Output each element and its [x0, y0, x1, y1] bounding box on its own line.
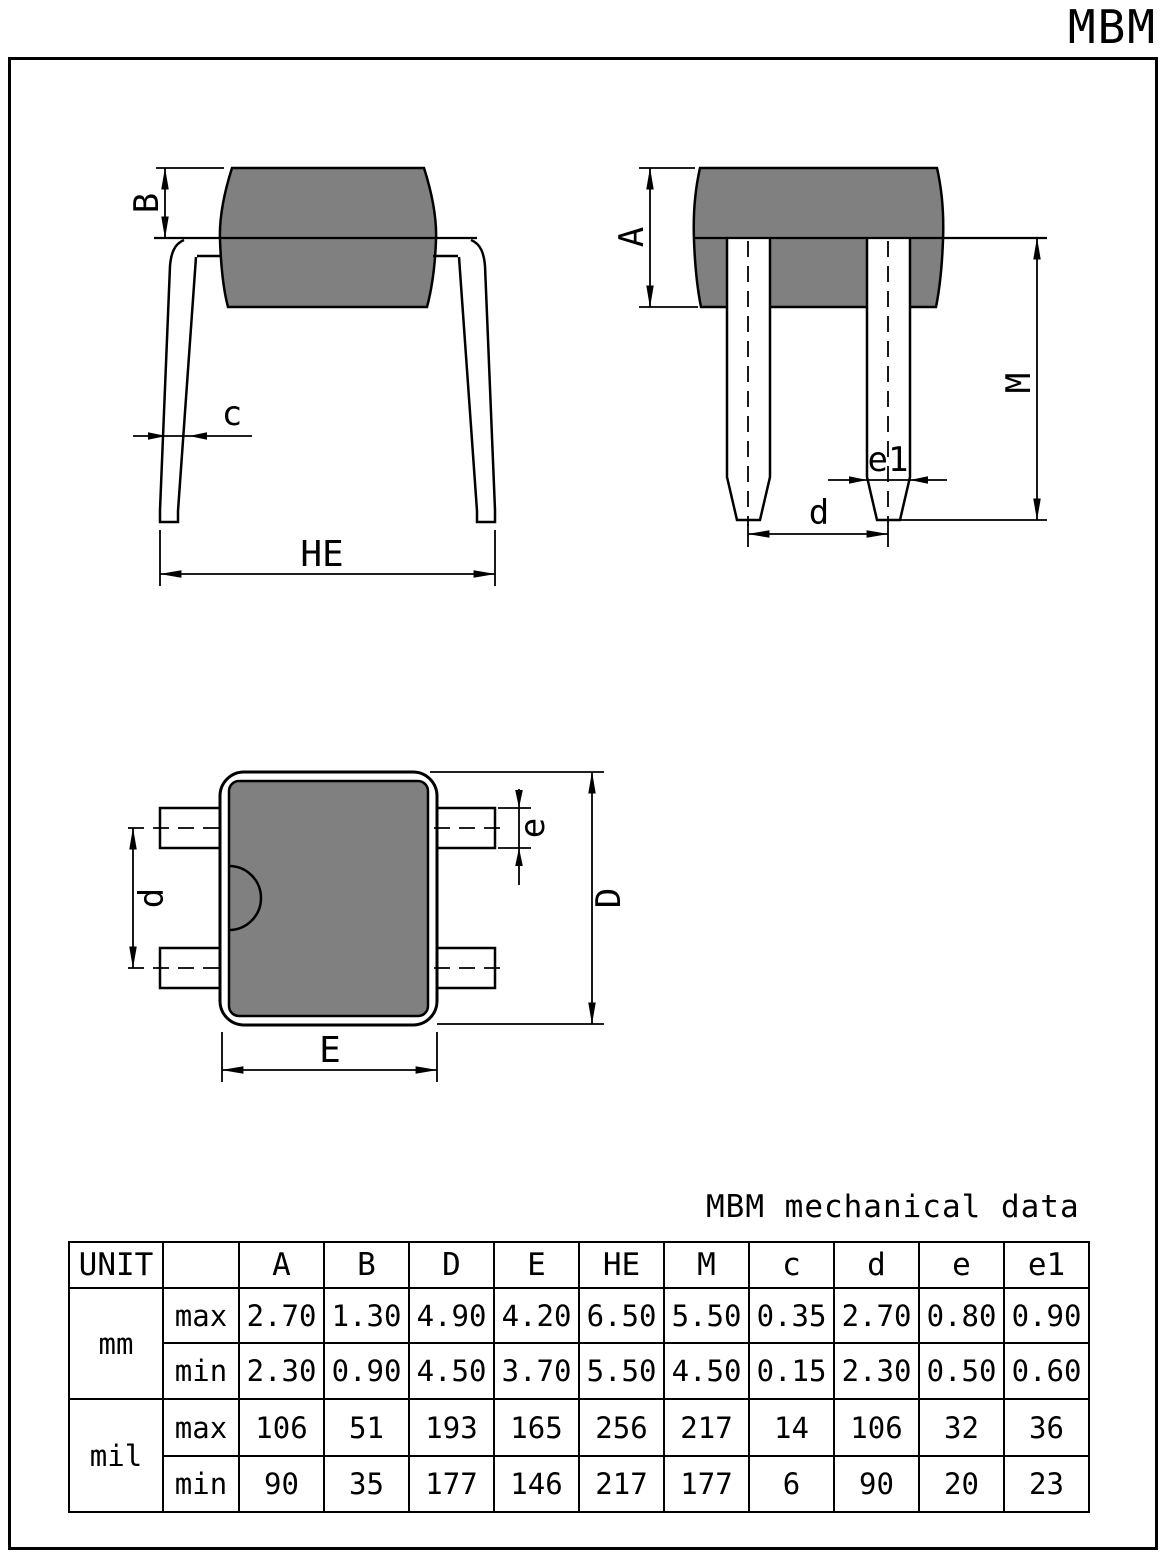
- table-row-mm-min: [69, 1343, 1089, 1399]
- value-cell: 106: [239, 1399, 324, 1456]
- unit-cell-mm: mm: [69, 1288, 163, 1399]
- value-cell: 4.50: [664, 1343, 749, 1399]
- dim-label-e: e: [513, 817, 553, 839]
- col-header: E: [494, 1242, 579, 1288]
- table-row-mil-min: [69, 1456, 1089, 1512]
- value-cell: 5.50: [664, 1288, 749, 1343]
- value-cell: 4.50: [409, 1343, 494, 1399]
- value-cell: 4.20: [494, 1288, 579, 1343]
- table-row-mil-max: [69, 1399, 1089, 1456]
- value-cell: 2.30: [239, 1343, 324, 1399]
- mechanical-data-table: [68, 1241, 1090, 1513]
- value-cell: 2.30: [834, 1343, 919, 1399]
- value-cell: 0.35: [749, 1288, 834, 1343]
- value-cell: 193: [409, 1399, 494, 1456]
- value-cell: 0.60: [1004, 1343, 1089, 1399]
- dim-label-a: A: [612, 226, 652, 248]
- col-header: c: [749, 1242, 834, 1288]
- value-cell: 35: [324, 1456, 409, 1512]
- value-cell: 20: [919, 1456, 1004, 1512]
- side-view-drawing: [612, 168, 1047, 547]
- value-cell: 6.50: [579, 1288, 664, 1343]
- empty-header-cell: [163, 1242, 239, 1288]
- table-header-row: [69, 1242, 1089, 1288]
- col-header: M: [664, 1242, 749, 1288]
- unit-cell-mil: mil: [69, 1399, 163, 1512]
- value-cell: 0.50: [919, 1343, 1004, 1399]
- row-label: min: [163, 1343, 239, 1399]
- lead-right-front: [459, 240, 495, 522]
- value-cell: 36: [1004, 1399, 1089, 1456]
- table-row-mm-max: [69, 1288, 1089, 1343]
- col-header: e1: [1004, 1242, 1089, 1288]
- dim-label-c: c: [221, 394, 243, 434]
- page-title: MBM: [1067, 0, 1157, 54]
- row-label: max: [163, 1399, 239, 1456]
- row-label: max: [163, 1288, 239, 1343]
- unit-header-cell: UNIT: [69, 1242, 163, 1288]
- value-cell: 256: [579, 1399, 664, 1456]
- value-cell: 5.50: [579, 1343, 664, 1399]
- value-cell: 90: [834, 1456, 919, 1512]
- dim-arrow-e1-right: [910, 476, 928, 484]
- value-cell: 6: [749, 1456, 834, 1512]
- front-view-drawing: [127, 168, 495, 586]
- value-cell: 1.30: [324, 1288, 409, 1343]
- col-header: e: [919, 1242, 1004, 1288]
- value-cell: 217: [579, 1456, 664, 1512]
- table-title: MBM mechanical data: [706, 1189, 1080, 1225]
- row-label: min: [163, 1456, 239, 1512]
- col-header: d: [834, 1242, 919, 1288]
- col-header: B: [324, 1242, 409, 1288]
- value-cell: 177: [409, 1456, 494, 1512]
- value-cell: 0.90: [1004, 1288, 1089, 1343]
- dim-label-m: M: [999, 372, 1039, 394]
- value-cell: 165: [494, 1399, 579, 1456]
- value-cell: 4.90: [409, 1288, 494, 1343]
- lead-left-front: [160, 240, 196, 522]
- value-cell: 0.80: [919, 1288, 1004, 1343]
- value-cell: 177: [664, 1456, 749, 1512]
- top-view-drawing: [128, 772, 629, 1082]
- dim-label-ee: E: [319, 1030, 341, 1071]
- value-cell: 2.70: [239, 1288, 324, 1343]
- value-cell: 51: [324, 1399, 409, 1456]
- value-cell: 14: [749, 1399, 834, 1456]
- col-header: A: [239, 1242, 324, 1288]
- value-cell: 3.70: [494, 1343, 579, 1399]
- value-cell: 2.70: [834, 1288, 919, 1343]
- value-cell: 0.15: [749, 1343, 834, 1399]
- dim-arrow-e1-left: [849, 476, 867, 484]
- dim-arrow-e-bottom: [515, 848, 523, 866]
- value-cell: 146: [494, 1456, 579, 1512]
- dim-label-b: B: [127, 192, 167, 214]
- col-header: D: [409, 1242, 494, 1288]
- dim-arrow-e-top: [515, 790, 523, 808]
- dim-arrow-c-right: [189, 432, 207, 440]
- col-header: HE: [579, 1242, 664, 1288]
- dim-label-dd: D: [589, 887, 629, 909]
- value-cell: 23: [1004, 1456, 1089, 1512]
- dim-label-e1: e1: [867, 440, 909, 480]
- dim-label-d-top: d: [132, 887, 172, 909]
- package-body-top: [229, 781, 428, 1016]
- value-cell: 90: [239, 1456, 324, 1512]
- value-cell: 0.90: [324, 1343, 409, 1399]
- dim-label-d-side: d: [808, 493, 830, 533]
- value-cell: 32: [919, 1399, 1004, 1456]
- value-cell: 217: [664, 1399, 749, 1456]
- dim-label-he: HE: [300, 534, 344, 575]
- value-cell: 106: [834, 1399, 919, 1456]
